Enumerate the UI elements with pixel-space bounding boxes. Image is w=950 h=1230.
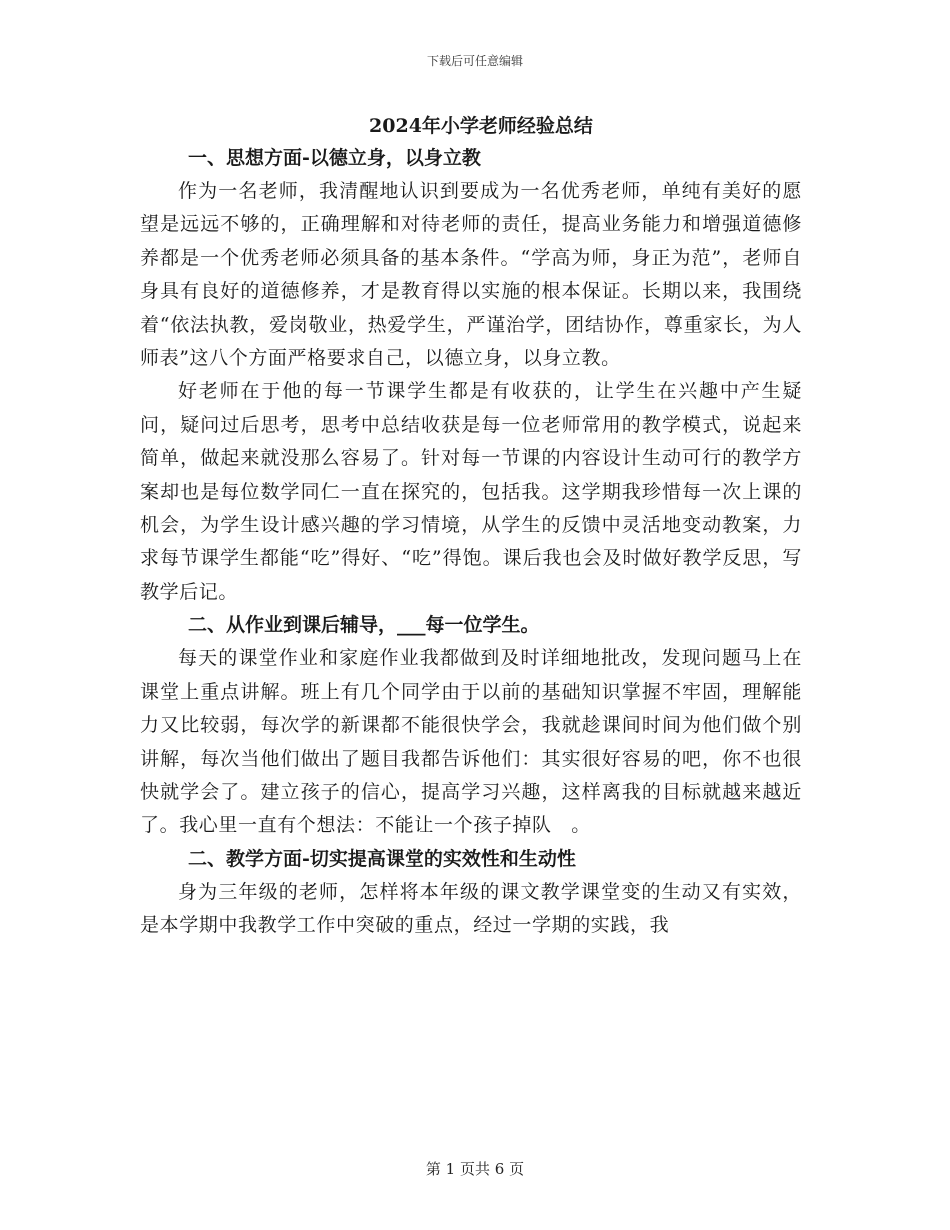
page-header-note: 下载后可任意编辑: [426, 54, 523, 68]
paragraph: 作为一名老师，我清醒地认识到要成为一名优秀老师，单纯有美好的愿望是远远不够的，正确理解和对待老师的责任，提高业务能力和增强道德修养都是一个优秀老师必须具备的基本条件。“学高为师，身正为范”，老师自身具有良好的道德修养，才是教育得以实施的根本保证。长期以来，我围绕着“依法执教，爱岗敬业，热爱学生，严谨治学，团结协作，尊重家长，为人师表”这八个方面严格要求自己，以德立身，以身立教。: [140, 180, 802, 370]
paragraph: 每天的课堂作业和家庭作业我都做到及时详细地批改，发现问题马上在课堂上重点讲解。班上有几个同学由于以前的基础知识掌握不牢固，理解能力又比较弱，每次学的新课都不能很快学会，我就趁课间时间为他们做个别讲解，每次当他们做出了题目我都告诉他们：其实很好容易的吧，你不也很快就学会了。建立孩子的信心，提高学习兴趣，这样离我的目标就越来越近了。我心里一直有个想法：不能让一个孩子掉队 。: [140, 647, 802, 837]
section-heading: 二、教学方面-切实提高课堂的实效性和生动性: [188, 847, 576, 870]
paragraph: 好老师在于他的每一节课学生都是有收获的，让学生在兴趣中产生疑问，疑问过后思考，思考中总结收获是每一位老师常用的教学模式，说起来简单，做起来就没那么容易了。针对每一节课的内容设计生动可行的教学方案却也是每位数学同仁一直在探究的，包括我。这学期我珍惜每一次上课的机会，为学生设计感兴趣的学习情境，从学生的反馈中灵活地变动教案，力求每节课学生都能“吃”得好、“吃”得饱。课后我也会及时做好教学反思，写教学后记。: [140, 380, 802, 603]
section-3: [140, 843, 802, 943]
section-heading: 二、从作业到课后辅导，___每一位学生。: [188, 614, 540, 637]
section-1: [140, 142, 802, 609]
page-number: 第 1 页共 6 页: [425, 1160, 525, 1178]
section-heading: 一、思想方面-以德立身，以身立教: [188, 147, 481, 169]
document-body: [140, 110, 802, 943]
document-title: 2024年小学老师经验总结: [369, 115, 593, 137]
section-2: [140, 609, 802, 842]
paragraph: 身为三年级的老师，怎样将本年级的课文教学课堂变的生动又有实效，是本学期中我教学工作中突破的重点，经过一学期的实践，我: [140, 880, 802, 937]
